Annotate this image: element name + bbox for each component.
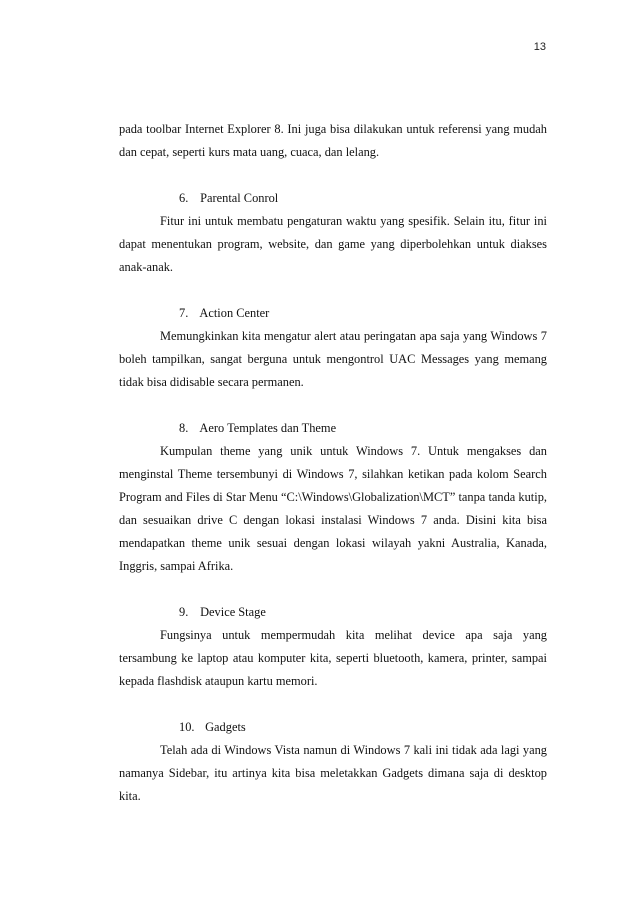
section-title: Device Stage [200, 605, 266, 619]
page-number: 13 [533, 41, 546, 53]
section-number: 10. [179, 720, 195, 734]
section-heading-aero-templates [119, 417, 547, 440]
section-body-gadgets: Telah ada di Windows Vista namun di Windows 7 kali ini tidak ada lagi yang namanya Sidebar, itu artinya kita bisa meletakkan Gadgets dimana saja di desktop kita. [119, 743, 547, 803]
document-body [119, 118, 547, 808]
section-number: 6. [179, 191, 189, 205]
section-body-action-center: Memungkinkan kita mengatur alert atau peringatan apa saja yang Windows 7 boleh tampilkan, sangat berguna untuk mengontrol UAC Messages yang memang tidak bisa didisable secara permanen. [119, 329, 547, 389]
section-number: 9. [179, 605, 189, 619]
section-body-aero-templates: Kumpulan theme yang unik untuk Windows 7. Untuk mengakses dan menginstal Theme tersembunyi di Windows 7, silahkan ketikan pada kolom Search Program and Files di Star Menu “C:\Windows\Globalization\MCT” tanpa tanda kutip, dan sesuaikan drive C dengan lokasi instalasi Windows 7 anda. Disini kita bisa mendapatkan theme unik sesuai dengan lokasi wilayah yakni Australia, Kanada, Inggris, sampai Afrika. [119, 444, 547, 573]
section-number: 7. [179, 306, 189, 320]
section-title: Aero Templates dan Theme [199, 421, 337, 435]
section-title: Gadgets [205, 720, 246, 734]
section-title: Parental Conrol [200, 191, 279, 205]
section-number: 8. [179, 421, 189, 435]
section-heading-device-stage [119, 601, 547, 624]
section-body-device-stage: Fungsinya untuk mempermudah kita melihat device apa saja yang tersambung ke laptop atau komputer kita, seperti bluetooth, kamera, printer, sampai kepada flashdisk ataupun kartu memori. [119, 628, 547, 688]
section-heading-parental-control [119, 187, 547, 210]
intro-paragraph: pada toolbar Internet Explorer 8. Ini juga bisa dilakukan untuk referensi yang mudah dan cepat, seperti kurs mata uang, cuaca, dan lelang. [119, 122, 547, 159]
section-title: Action Center [199, 306, 270, 320]
section-body-parental-control: Fitur ini untuk membatu pengaturan waktu yang spesifik. Selain itu, fitur ini dapat menentukan program, website, dan game yang diperbolehkan untuk diakses anak-anak. [119, 214, 547, 274]
section-heading-gadgets [119, 716, 547, 739]
section-heading-action-center [119, 302, 547, 325]
